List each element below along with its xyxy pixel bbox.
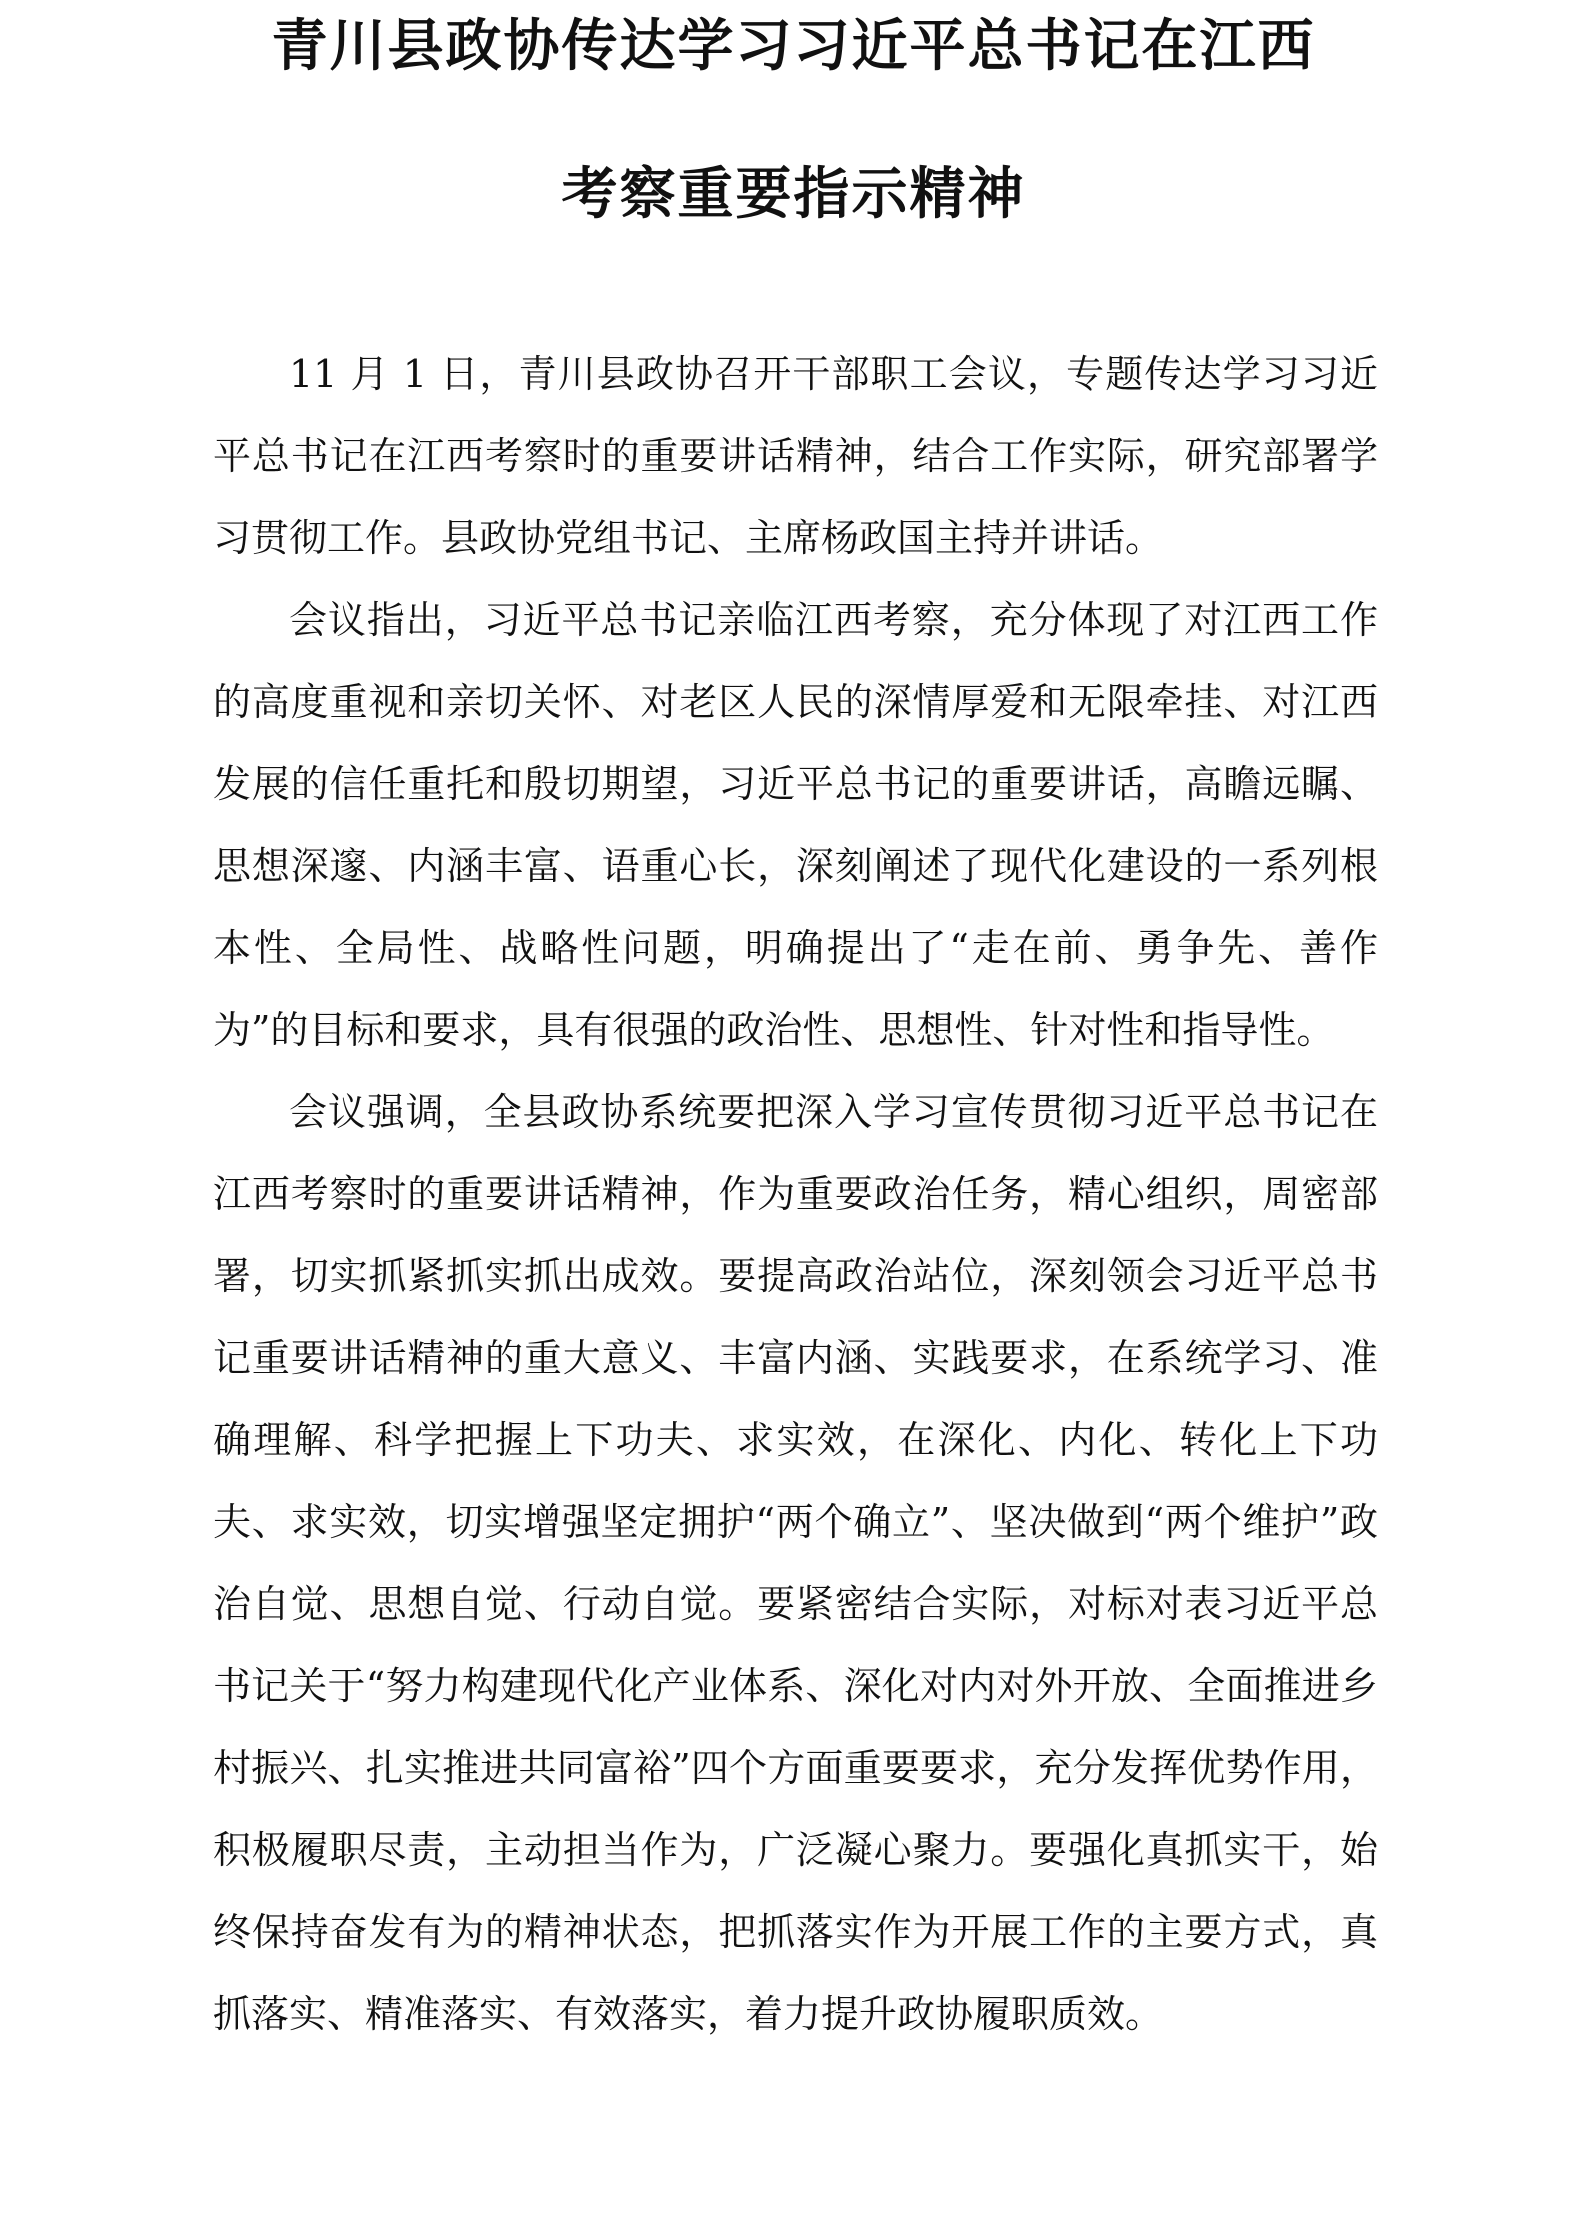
paragraph-1: 11 月 1 日，青川县政协召开干部职工会议，专题传达学习习近平总书记在江西考察时的重要讲话精神，结合工作实际，研究部署学习贯彻工作。县政协党组书记、主席杨政国主持并讲话。 bbox=[213, 352, 1378, 560]
paragraph-2: 会议指出，习近平总书记亲临江西考察，充分体现了对江西工作的高度重视和亲切关怀、对老区人民的深情厚爱和无限牵挂、对江西发展的信任重托和殷切期望，习近平总书记的重要讲话，高瞻远瞩、思想深邃、内涵丰富、语重心长，深刻阐述了现代化建设的一系列根本性、全局性、战略性问题，明确提出了“走在前、勇争先、善作为”的目标和要求，具有很强的政治性、思想性、针对性和指导性。 bbox=[213, 598, 1378, 1052]
document-body bbox=[213, 333, 1378, 2055]
paragraph-3: 会议强调，全县政协系统要把深入学习宣传贯彻习近平总书记在江西考察时的重要讲话精神，作为重要政治任务，精心组织，周密部署，切实抓紧抓实抓出成效。要提高政治站位，深刻领会习近平总书记重要讲话精神的重大意义、丰富内涵、实践要求，在系统学习、准确理解、科学把握上下功夫、求实效，在深化、内化、转化上下功夫、求实效，切实增强坚定拥护“两个确立”、坚决做到“两个维护”政治自觉、思想自觉、行动自觉。要紧密结合实际，对标对表习近平总书记关于“努力构建现代化产业体系、深化对内对外开放、全面推进乡村振兴、扎实推进共同富裕”四个方面重要要求，充分发挥优势作用，积极履职尽责，主动担当作为，广泛凝心聚力。要强化真抓实干，始终保持奋发有为的精神状态，把抓落实作为开展工作的主要方式，真抓落实、精准落实、有效落实，着力提升政协履职质效。 bbox=[213, 1090, 1378, 2036]
title-line-2: 考察重要指示精神 bbox=[561, 161, 1026, 227]
document-title bbox=[0, 13, 1587, 227]
title-line-1: 青川县政协传达学习习近平总书记在江西 bbox=[271, 13, 1316, 79]
